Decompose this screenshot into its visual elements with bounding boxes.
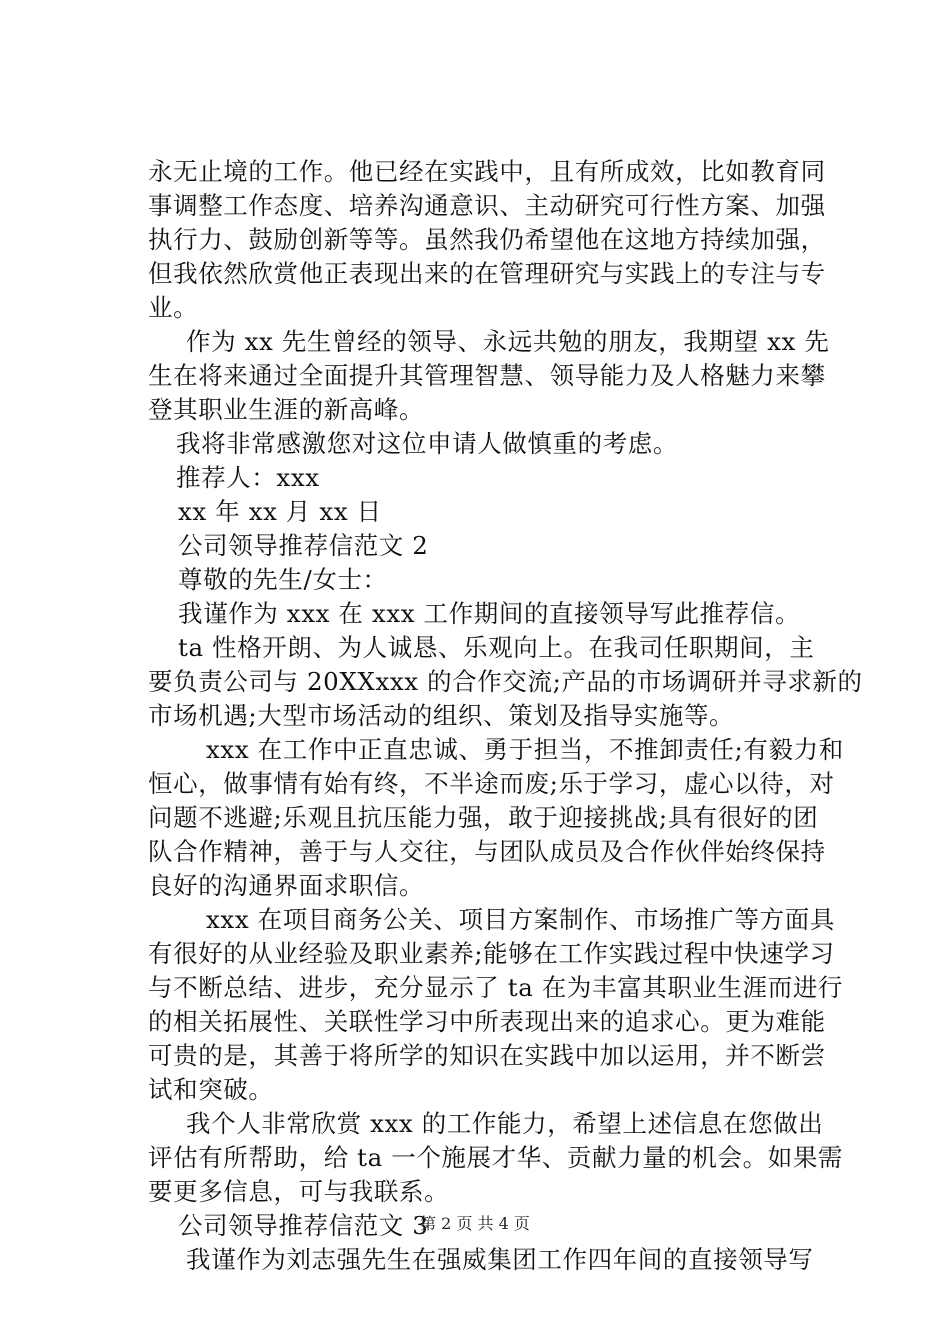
text-line: 我谨作为 xxx 在 xxx 工作期间的直接领导写此推荐信。 xyxy=(178,599,801,628)
text-line: 我个人非常欣赏 xxx 的工作能力，希望上述信息在您做出 xyxy=(186,1109,824,1138)
text-line: 可贵的是，其善于将所学的知识在实践中加以运用，并不断尝 xyxy=(148,1041,826,1070)
text-line: 有很好的从业经验及职业素养;能够在工作实践过程中快速学习 xyxy=(148,939,835,968)
text-line: 事调整工作态度、培养沟通意识、主动研究可行性方案、加强 xyxy=(148,191,826,220)
text-line: 与不断总结、进步，充分显示了 ta 在为丰富其职业生涯而进行 xyxy=(148,973,844,1002)
text-line: 登其职业生涯的新高峰。 xyxy=(148,395,425,424)
text-line: 生在将来通过全面提升其管理智慧、领导能力及人格魅力来攀 xyxy=(148,361,826,390)
text-line: 队合作精神，善于与人交往，与团队成员及合作伙伴始终保持 xyxy=(148,837,826,866)
text-line: 但我依然欣赏他正表现出来的在管理研究与实践上的专注与专 xyxy=(148,259,826,288)
text-line: 要负责公司与 20XXxxx 的合作交流;产品的市场调研并寻求新的 xyxy=(148,667,863,696)
text-line: 良好的沟通界面求职信。 xyxy=(148,871,425,900)
text-line: 评估有所帮助，给 ta 一个施展才华、贡献力量的机会。如果需 xyxy=(148,1143,844,1172)
text-line: 执行力、鼓励创新等等。虽然我仍希望他在这地方持续加强， xyxy=(148,225,826,254)
text-line: 作为 xx 先生曾经的领导、永远共勉的朋友，我期望 xx 先 xyxy=(186,327,830,356)
text-line: ta 性格开朗、为人诚恳、乐观向上。在我司任职期间，主 xyxy=(178,633,815,662)
text-line: 我谨作为刘志强先生在强威集团工作四年间的直接领导写 xyxy=(186,1245,814,1274)
text-line: 我将非常感激您对这位申请人做慎重的考虑。 xyxy=(176,429,678,458)
text-line: 市场机遇;大型市场活动的组织、策划及指导实施等。 xyxy=(148,701,735,730)
text-line: 恒心，做事情有始有终，不半途而废;乐于学习，虚心以待，对 xyxy=(148,769,835,798)
text-line: 尊敬的先生/女士： xyxy=(178,565,388,594)
text-line: 推荐人：xxx xyxy=(176,463,320,492)
text-line: 问题不逃避;乐观且抗压能力强，敢于迎接挑战;具有很好的团 xyxy=(148,803,819,832)
text-line: 要更多信息，可与我联系。 xyxy=(148,1177,450,1206)
text-line: 的相关拓展性、关联性学习中所表现出来的追求心。更为难能 xyxy=(148,1007,826,1036)
text-line: xxx 在工作中正直忠诚、勇于担当，不推卸责任;有毅力和 xyxy=(206,735,844,764)
document-body xyxy=(148,155,863,1277)
text-line: 永无止境的工作。他已经在实践中，且有所成效，比如教育同 xyxy=(148,157,826,186)
text-line: 公司领导推荐信范文 2 xyxy=(178,531,429,560)
text-line: 业。 xyxy=(148,293,199,322)
text-line: xx 年 xx 月 xx 日 xyxy=(178,497,382,526)
text-line: xxx 在项目商务公关、项目方案制作、市场推广等方面具 xyxy=(206,905,835,934)
page-footer: 第 2 页 共 4 页 xyxy=(420,1214,530,1233)
text-line: 试和突破。 xyxy=(148,1075,274,1104)
text-line: 公司领导推荐信范文 3 xyxy=(178,1211,429,1240)
